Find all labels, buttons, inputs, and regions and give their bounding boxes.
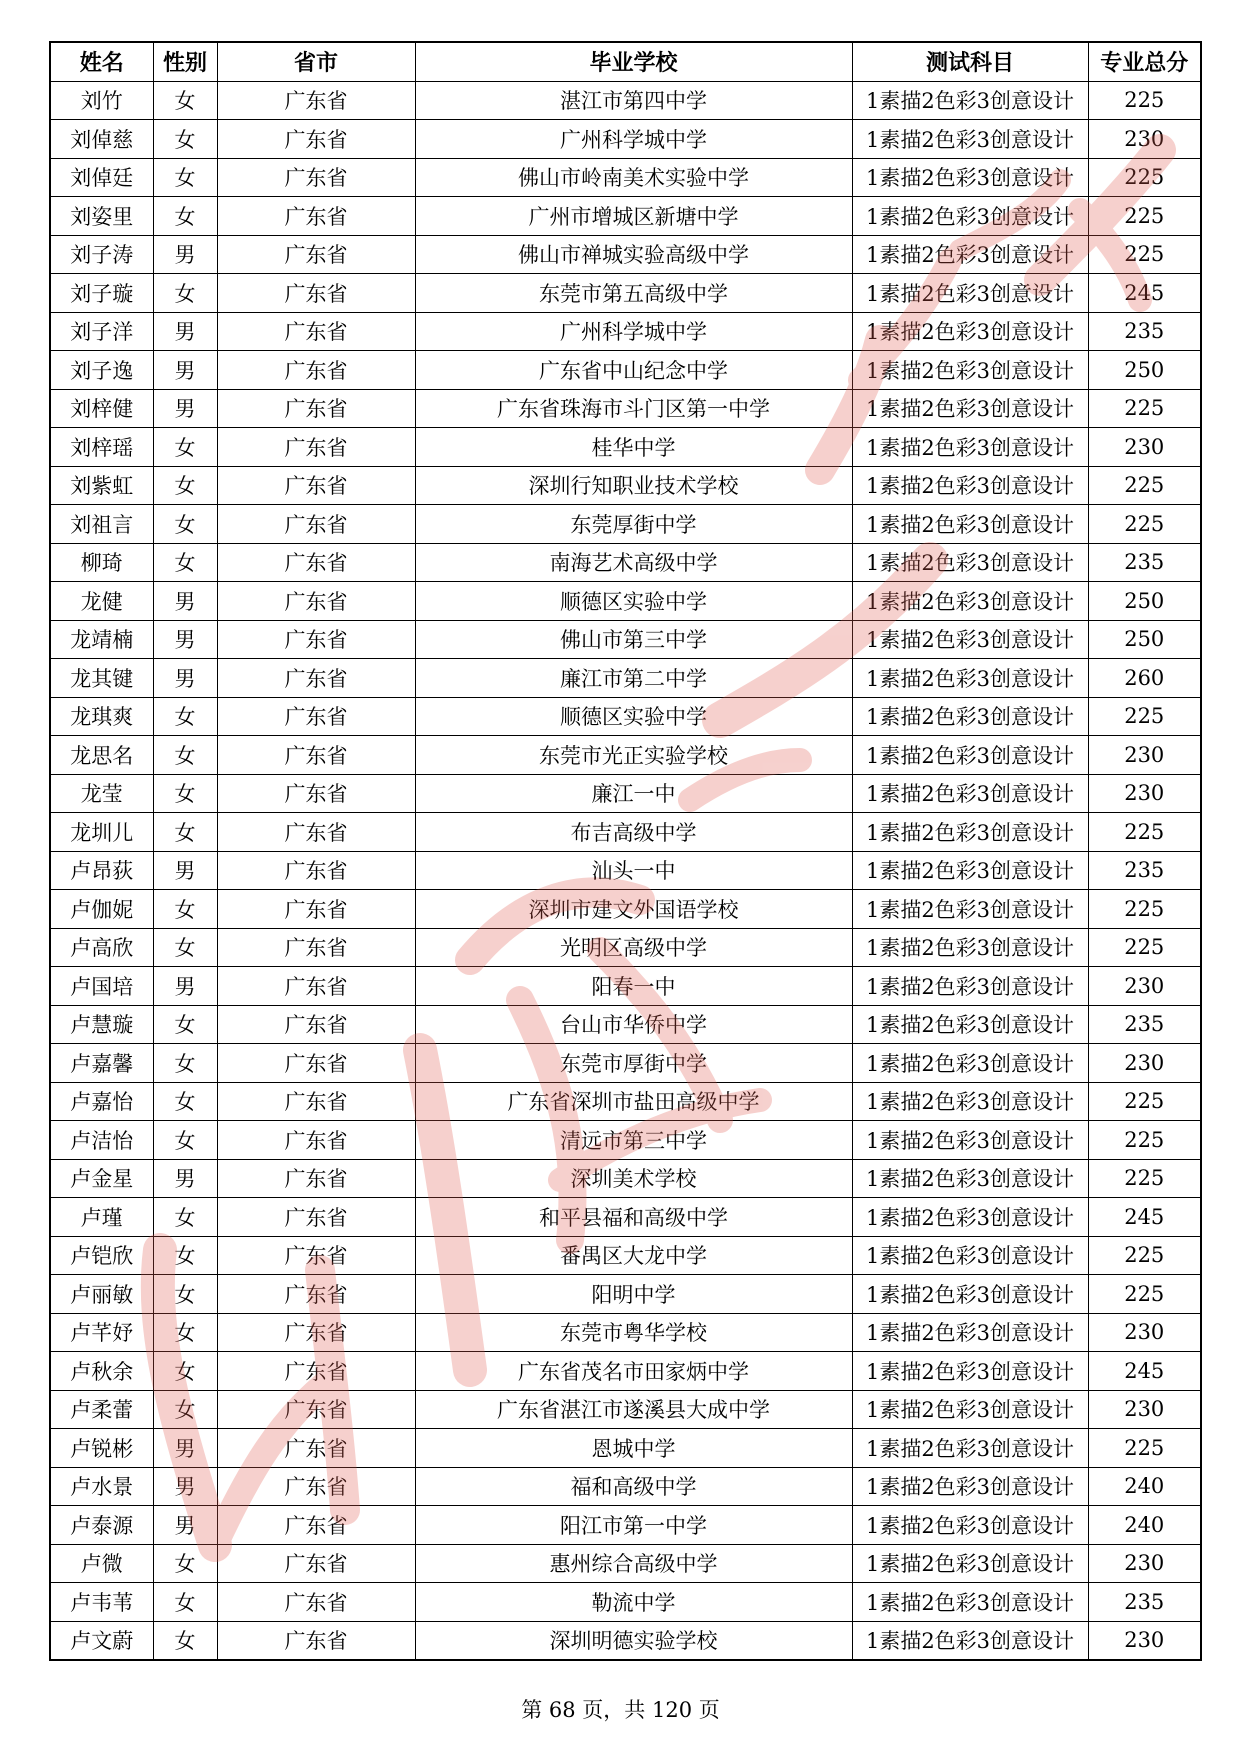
table-row: [50, 1467, 1201, 1506]
cell-name: 刘倬廷: [50, 158, 153, 197]
cell-score: 225: [1088, 235, 1201, 274]
cell-school: 廉江一中: [415, 774, 852, 813]
table-row: [50, 736, 1201, 775]
table-row: [50, 1159, 1201, 1198]
table-row: [50, 543, 1201, 582]
cell-school: 广州科学城中学: [415, 312, 852, 351]
table-row: [50, 1082, 1201, 1121]
cell-score: 225: [1088, 466, 1201, 505]
cell-score: 225: [1088, 81, 1201, 120]
cell-score: 250: [1088, 620, 1201, 659]
cell-gender: 女: [153, 1044, 217, 1083]
cell-school: 勒流中学: [415, 1583, 852, 1622]
cell-province: 广东省: [217, 659, 415, 698]
cell-province: 广东省: [217, 928, 415, 967]
table-row: [50, 967, 1201, 1006]
cell-province: 广东省: [217, 312, 415, 351]
cell-name: 龙莹: [50, 774, 153, 813]
cell-score: 245: [1088, 1352, 1201, 1391]
cell-name: 刘竹: [50, 81, 153, 120]
cell-score: 235: [1088, 543, 1201, 582]
cell-name: 卢秋余: [50, 1352, 153, 1391]
cell-score: 230: [1088, 1544, 1201, 1583]
cell-name: 刘子逸: [50, 351, 153, 390]
cell-subject: 1素描2色彩3创意设计: [852, 1621, 1088, 1660]
cell-name: 卢水景: [50, 1467, 153, 1506]
cell-school: 东莞市厚街中学: [415, 1044, 852, 1083]
cell-gender: 男: [153, 1429, 217, 1468]
cell-subject: 1素描2色彩3创意设计: [852, 1082, 1088, 1121]
cell-gender: 男: [153, 235, 217, 274]
cell-subject: 1素描2色彩3创意设计: [852, 1044, 1088, 1083]
cell-subject: 1素描2色彩3创意设计: [852, 1583, 1088, 1622]
cell-province: 广东省: [217, 1159, 415, 1198]
table-row: [50, 1621, 1201, 1660]
cell-score: 250: [1088, 351, 1201, 390]
cell-name: 卢泰源: [50, 1506, 153, 1545]
table-row: [50, 1390, 1201, 1429]
cell-subject: 1素描2色彩3创意设计: [852, 1121, 1088, 1160]
cell-gender: 男: [153, 389, 217, 428]
cell-school: 南海艺术高级中学: [415, 543, 852, 582]
cell-school: 广东省深圳市盐田高级中学: [415, 1082, 852, 1121]
cell-province: 广东省: [217, 389, 415, 428]
cell-name: 龙健: [50, 582, 153, 621]
cell-subject: 1素描2色彩3创意设计: [852, 466, 1088, 505]
cell-score: 225: [1088, 813, 1201, 852]
cell-subject: 1素描2色彩3创意设计: [852, 582, 1088, 621]
table-row: [50, 81, 1201, 120]
cell-subject: 1素描2色彩3创意设计: [852, 890, 1088, 929]
cell-score: 225: [1088, 1275, 1201, 1314]
table-row: [50, 389, 1201, 428]
cell-province: 广东省: [217, 697, 415, 736]
cell-school: 深圳明德实验学校: [415, 1621, 852, 1660]
cell-subject: 1素描2色彩3创意设计: [852, 81, 1088, 120]
cell-subject: 1素描2色彩3创意设计: [852, 1429, 1088, 1468]
cell-province: 广东省: [217, 158, 415, 197]
cell-school: 廉江市第二中学: [415, 659, 852, 698]
cell-subject: 1素描2色彩3创意设计: [852, 120, 1088, 159]
cell-province: 广东省: [217, 1390, 415, 1429]
cell-school: 顺德区实验中学: [415, 582, 852, 621]
cell-gender: 男: [153, 851, 217, 890]
cell-name: 卢锐彬: [50, 1429, 153, 1468]
cell-name: 刘梓瑶: [50, 428, 153, 467]
cell-subject: 1素描2色彩3创意设计: [852, 197, 1088, 236]
table-header-row: [50, 42, 1201, 81]
cell-score: 230: [1088, 1044, 1201, 1083]
cell-gender: 女: [153, 158, 217, 197]
cell-subject: 1素描2色彩3创意设计: [852, 697, 1088, 736]
cell-subject: 1素描2色彩3创意设计: [852, 1544, 1088, 1583]
page-footer: 第 68 页，共 120 页: [521, 1698, 720, 1722]
table-row: [50, 851, 1201, 890]
table-row: [50, 1352, 1201, 1391]
cell-subject: 1素描2色彩3创意设计: [852, 1275, 1088, 1314]
cell-school: 番禺区大龙中学: [415, 1236, 852, 1275]
table-row: [50, 1044, 1201, 1083]
cell-school: 恩城中学: [415, 1429, 852, 1468]
cell-name: 卢芊妤: [50, 1313, 153, 1352]
cell-province: 广东省: [217, 274, 415, 313]
cell-score: 225: [1088, 389, 1201, 428]
cell-school: 福和高级中学: [415, 1467, 852, 1506]
cell-gender: 女: [153, 1121, 217, 1160]
cell-subject: 1素描2色彩3创意设计: [852, 505, 1088, 544]
cell-province: 广东省: [217, 197, 415, 236]
cell-name: 龙其键: [50, 659, 153, 698]
table-row: [50, 774, 1201, 813]
column-header: 专业总分: [1088, 42, 1201, 81]
cell-score: 245: [1088, 274, 1201, 313]
cell-gender: 女: [153, 1236, 217, 1275]
cell-score: 260: [1088, 659, 1201, 698]
cell-province: 广东省: [217, 428, 415, 467]
cell-province: 广东省: [217, 1275, 415, 1314]
cell-subject: 1素描2色彩3创意设计: [852, 1005, 1088, 1044]
cell-name: 卢文蔚: [50, 1621, 153, 1660]
cell-gender: 女: [153, 543, 217, 582]
cell-subject: 1素描2色彩3创意设计: [852, 659, 1088, 698]
table-row: [50, 428, 1201, 467]
table-row: [50, 1506, 1201, 1545]
cell-name: 卢铠欣: [50, 1236, 153, 1275]
cell-gender: 男: [153, 582, 217, 621]
cell-name: 卢瑾: [50, 1198, 153, 1237]
cell-province: 广东省: [217, 1005, 415, 1044]
cell-school: 广东省中山纪念中学: [415, 351, 852, 390]
cell-subject: 1素描2色彩3创意设计: [852, 1506, 1088, 1545]
cell-province: 广东省: [217, 1313, 415, 1352]
cell-score: 230: [1088, 736, 1201, 775]
admission-score-table: [49, 41, 1202, 1661]
table-row: [50, 158, 1201, 197]
cell-school: 广州市增城区新塘中学: [415, 197, 852, 236]
cell-score: 230: [1088, 120, 1201, 159]
column-header: 省市: [217, 42, 415, 81]
cell-score: 235: [1088, 1005, 1201, 1044]
cell-province: 广东省: [217, 1236, 415, 1275]
cell-province: 广东省: [217, 1044, 415, 1083]
cell-subject: 1素描2色彩3创意设计: [852, 1198, 1088, 1237]
cell-school: 台山市华侨中学: [415, 1005, 852, 1044]
cell-subject: 1素描2色彩3创意设计: [852, 851, 1088, 890]
cell-province: 广东省: [217, 582, 415, 621]
cell-score: 225: [1088, 1121, 1201, 1160]
cell-school: 汕头一中: [415, 851, 852, 890]
cell-score: 230: [1088, 967, 1201, 1006]
cell-school: 清远市第三中学: [415, 1121, 852, 1160]
cell-subject: 1素描2色彩3创意设计: [852, 428, 1088, 467]
cell-province: 广东省: [217, 120, 415, 159]
cell-name: 卢丽敏: [50, 1275, 153, 1314]
cell-name: 刘祖言: [50, 505, 153, 544]
cell-score: 250: [1088, 582, 1201, 621]
cell-gender: 女: [153, 774, 217, 813]
cell-score: 230: [1088, 1390, 1201, 1429]
cell-score: 225: [1088, 697, 1201, 736]
table-row: [50, 197, 1201, 236]
cell-province: 广东省: [217, 351, 415, 390]
table-row: [50, 1429, 1201, 1468]
column-header: 测试科目: [852, 42, 1088, 81]
cell-subject: 1素描2色彩3创意设计: [852, 967, 1088, 1006]
cell-province: 广东省: [217, 505, 415, 544]
column-header: 毕业学校: [415, 42, 852, 81]
cell-school: 佛山市第三中学: [415, 620, 852, 659]
cell-subject: 1素描2色彩3创意设计: [852, 389, 1088, 428]
cell-subject: 1素描2色彩3创意设计: [852, 1159, 1088, 1198]
cell-province: 广东省: [217, 1583, 415, 1622]
table-row: [50, 928, 1201, 967]
cell-name: 刘子洋: [50, 312, 153, 351]
cell-gender: 女: [153, 1583, 217, 1622]
cell-score: 230: [1088, 774, 1201, 813]
table-row: [50, 466, 1201, 505]
cell-gender: 女: [153, 81, 217, 120]
table-row: [50, 312, 1201, 351]
cell-score: 240: [1088, 1506, 1201, 1545]
table-row: [50, 1544, 1201, 1583]
cell-name: 卢慧璇: [50, 1005, 153, 1044]
cell-gender: 女: [153, 197, 217, 236]
table-row: [50, 1236, 1201, 1275]
cell-subject: 1素描2色彩3创意设计: [852, 312, 1088, 351]
cell-gender: 女: [153, 505, 217, 544]
cell-province: 广东省: [217, 1198, 415, 1237]
column-header: 性别: [153, 42, 217, 81]
cell-school: 佛山市禅城实验高级中学: [415, 235, 852, 274]
cell-gender: 男: [153, 351, 217, 390]
cell-province: 广东省: [217, 736, 415, 775]
cell-gender: 女: [153, 1390, 217, 1429]
cell-name: 龙思名: [50, 736, 153, 775]
cell-school: 湛江市第四中学: [415, 81, 852, 120]
cell-score: 235: [1088, 312, 1201, 351]
cell-gender: 女: [153, 1313, 217, 1352]
table-row: [50, 1313, 1201, 1352]
cell-school: 东莞市光正实验学校: [415, 736, 852, 775]
cell-gender: 女: [153, 736, 217, 775]
table-row: [50, 1198, 1201, 1237]
cell-school: 光明区高级中学: [415, 928, 852, 967]
cell-name: 卢昂荻: [50, 851, 153, 890]
cell-province: 广东省: [217, 1621, 415, 1660]
table-row: [50, 813, 1201, 852]
cell-score: 225: [1088, 890, 1201, 929]
table-body: [50, 81, 1201, 1660]
cell-gender: 男: [153, 312, 217, 351]
cell-gender: 女: [153, 1275, 217, 1314]
cell-gender: 男: [153, 620, 217, 659]
cell-score: 225: [1088, 197, 1201, 236]
cell-gender: 女: [153, 274, 217, 313]
cell-school: 东莞厚街中学: [415, 505, 852, 544]
cell-school: 广东省珠海市斗门区第一中学: [415, 389, 852, 428]
cell-name: 刘姿里: [50, 197, 153, 236]
cell-name: 龙琪爽: [50, 697, 153, 736]
cell-province: 广东省: [217, 774, 415, 813]
cell-school: 和平县福和高级中学: [415, 1198, 852, 1237]
cell-score: 245: [1088, 1198, 1201, 1237]
cell-score: 225: [1088, 158, 1201, 197]
cell-score: 235: [1088, 1583, 1201, 1622]
cell-name: 龙靖楠: [50, 620, 153, 659]
cell-subject: 1素描2色彩3创意设计: [852, 774, 1088, 813]
cell-name: 龙圳儿: [50, 813, 153, 852]
cell-province: 广东省: [217, 1544, 415, 1583]
cell-gender: 女: [153, 120, 217, 159]
cell-province: 广东省: [217, 1467, 415, 1506]
table-row: [50, 235, 1201, 274]
cell-subject: 1素描2色彩3创意设计: [852, 1467, 1088, 1506]
cell-name: 刘紫虹: [50, 466, 153, 505]
table-row: [50, 697, 1201, 736]
cell-province: 广东省: [217, 1429, 415, 1468]
cell-gender: 女: [153, 428, 217, 467]
cell-school: 东莞市粤华学校: [415, 1313, 852, 1352]
cell-name: 卢嘉馨: [50, 1044, 153, 1083]
cell-subject: 1素描2色彩3创意设计: [852, 813, 1088, 852]
cell-gender: 男: [153, 1467, 217, 1506]
cell-gender: 女: [153, 697, 217, 736]
cell-subject: 1素描2色彩3创意设计: [852, 351, 1088, 390]
table-row: [50, 1005, 1201, 1044]
cell-school: 深圳美术学校: [415, 1159, 852, 1198]
table-row: [50, 274, 1201, 313]
cell-gender: 女: [153, 466, 217, 505]
cell-name: 卢微: [50, 1544, 153, 1583]
cell-province: 广东省: [217, 1506, 415, 1545]
cell-school: 布吉高级中学: [415, 813, 852, 852]
cell-province: 广东省: [217, 1352, 415, 1391]
cell-score: 225: [1088, 1159, 1201, 1198]
cell-province: 广东省: [217, 620, 415, 659]
cell-gender: 男: [153, 1159, 217, 1198]
cell-gender: 女: [153, 1198, 217, 1237]
cell-gender: 女: [153, 813, 217, 852]
cell-name: 卢韦苇: [50, 1583, 153, 1622]
table-row: [50, 890, 1201, 929]
cell-gender: 男: [153, 659, 217, 698]
cell-gender: 女: [153, 1621, 217, 1660]
table-row: [50, 620, 1201, 659]
cell-school: 深圳行知职业技术学校: [415, 466, 852, 505]
table-row: [50, 351, 1201, 390]
table-row: [50, 1583, 1201, 1622]
cell-school: 阳春一中: [415, 967, 852, 1006]
cell-school: 东莞市第五高级中学: [415, 274, 852, 313]
cell-score: 225: [1088, 1236, 1201, 1275]
cell-name: 卢柔蕾: [50, 1390, 153, 1429]
cell-gender: 女: [153, 1544, 217, 1583]
cell-subject: 1素描2色彩3创意设计: [852, 158, 1088, 197]
cell-score: 230: [1088, 1313, 1201, 1352]
cell-gender: 女: [153, 1352, 217, 1391]
cell-school: 广东省茂名市田家炳中学: [415, 1352, 852, 1391]
cell-gender: 男: [153, 1506, 217, 1545]
cell-province: 广东省: [217, 851, 415, 890]
cell-school: 桂华中学: [415, 428, 852, 467]
cell-subject: 1素描2色彩3创意设计: [852, 274, 1088, 313]
cell-name: 卢嘉怡: [50, 1082, 153, 1121]
cell-school: 惠州综合高级中学: [415, 1544, 852, 1583]
cell-subject: 1素描2色彩3创意设计: [852, 235, 1088, 274]
table-row: [50, 582, 1201, 621]
cell-score: 230: [1088, 1621, 1201, 1660]
cell-province: 广东省: [217, 1121, 415, 1160]
cell-province: 广东省: [217, 1082, 415, 1121]
table-row: [50, 1121, 1201, 1160]
cell-name: 卢高欣: [50, 928, 153, 967]
cell-subject: 1素描2色彩3创意设计: [852, 736, 1088, 775]
cell-school: 深圳市建文外国语学校: [415, 890, 852, 929]
cell-name: 卢伽妮: [50, 890, 153, 929]
cell-name: 刘倬慈: [50, 120, 153, 159]
cell-school: 广州科学城中学: [415, 120, 852, 159]
cell-name: 刘梓健: [50, 389, 153, 428]
cell-score: 240: [1088, 1467, 1201, 1506]
cell-name: 卢金星: [50, 1159, 153, 1198]
cell-gender: 女: [153, 1082, 217, 1121]
cell-score: 230: [1088, 428, 1201, 467]
cell-province: 广东省: [217, 235, 415, 274]
cell-name: 卢洁怡: [50, 1121, 153, 1160]
cell-school: 佛山市岭南美术实验中学: [415, 158, 852, 197]
cell-score: 225: [1088, 505, 1201, 544]
cell-subject: 1素描2色彩3创意设计: [852, 543, 1088, 582]
table-row: [50, 659, 1201, 698]
cell-subject: 1素描2色彩3创意设计: [852, 1313, 1088, 1352]
column-header: 姓名: [50, 42, 153, 81]
cell-subject: 1素描2色彩3创意设计: [852, 1390, 1088, 1429]
cell-name: 柳琦: [50, 543, 153, 582]
cell-province: 广东省: [217, 967, 415, 1006]
cell-province: 广东省: [217, 543, 415, 582]
cell-score: 225: [1088, 1082, 1201, 1121]
cell-subject: 1素描2色彩3创意设计: [852, 1352, 1088, 1391]
cell-school: 阳江市第一中学: [415, 1506, 852, 1545]
cell-name: 卢国培: [50, 967, 153, 1006]
cell-school: 阳明中学: [415, 1275, 852, 1314]
cell-gender: 男: [153, 967, 217, 1006]
cell-gender: 女: [153, 890, 217, 929]
cell-score: 225: [1088, 1429, 1201, 1468]
cell-score: 235: [1088, 851, 1201, 890]
cell-name: 刘子涛: [50, 235, 153, 274]
cell-score: 225: [1088, 928, 1201, 967]
cell-subject: 1素描2色彩3创意设计: [852, 928, 1088, 967]
cell-gender: 女: [153, 1005, 217, 1044]
cell-province: 广东省: [217, 813, 415, 852]
cell-province: 广东省: [217, 466, 415, 505]
table-row: [50, 1275, 1201, 1314]
cell-gender: 女: [153, 928, 217, 967]
table-row: [50, 505, 1201, 544]
cell-school: 广东省湛江市遂溪县大成中学: [415, 1390, 852, 1429]
cell-name: 刘子璇: [50, 274, 153, 313]
cell-province: 广东省: [217, 890, 415, 929]
cell-province: 广东省: [217, 81, 415, 120]
table-row: [50, 120, 1201, 159]
cell-subject: 1素描2色彩3创意设计: [852, 620, 1088, 659]
cell-subject: 1素描2色彩3创意设计: [852, 1236, 1088, 1275]
cell-school: 顺德区实验中学: [415, 697, 852, 736]
